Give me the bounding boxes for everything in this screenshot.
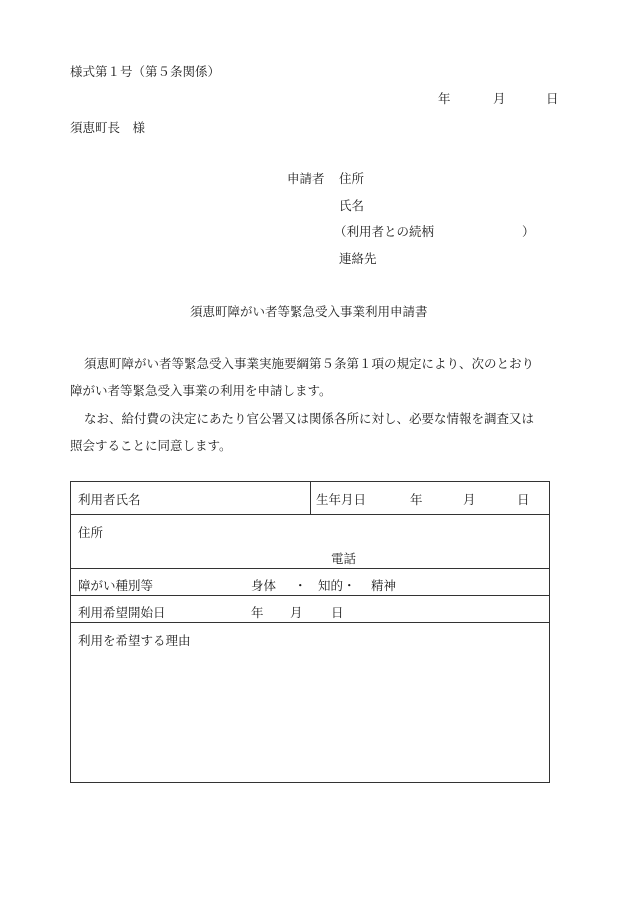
- applicant-contact-label: 連絡先: [339, 251, 377, 266]
- disability-type-label: 障がい種別等: [78, 578, 154, 593]
- birth-year-label: 年: [410, 492, 423, 507]
- start-month-label: 月: [290, 605, 303, 620]
- table-rule: [71, 595, 549, 596]
- table-rule: [71, 622, 549, 623]
- document-title: 須恵町障がい者等緊急受入事業利用申請書: [190, 304, 428, 319]
- birth-month-label: 月: [463, 492, 476, 507]
- address-label: 住所: [78, 525, 104, 540]
- applicant-address-label: 住所: [339, 171, 365, 186]
- reason-label: 利用を希望する理由: [78, 633, 191, 648]
- applicant-relation-close: ）: [522, 224, 535, 239]
- body-line-3: なお、給付費の決定にあたり官公署又は関係各所に対し、必要な情報を調査又は: [84, 411, 535, 426]
- birthdate-label: 生年月日: [316, 492, 367, 507]
- applicant-relation-label: （利用者との続柄: [334, 224, 435, 239]
- table-rule: [71, 568, 549, 569]
- application-table: [70, 481, 550, 783]
- body-line-1: 須恵町障がい者等緊急受入事業実施要綱第５条第１項の規定により、次のとおり: [84, 356, 535, 371]
- date-year: 年: [438, 91, 451, 106]
- option-separator: ・: [294, 578, 307, 593]
- user-name-label: 利用者氏名: [78, 492, 141, 507]
- birth-day-label: 日: [517, 492, 530, 507]
- disability-mental-option: 精神: [371, 578, 397, 593]
- phone-label: 電話: [331, 551, 357, 566]
- recipient: 須恵町長 様: [70, 120, 146, 135]
- start-date-label: 利用希望開始日: [78, 605, 166, 620]
- body-line-4: 照会することに同意します。: [70, 438, 232, 453]
- disability-intellectual-option: 知的・: [318, 578, 356, 593]
- body-line-2: 障がい者等緊急受入事業の利用を申請します。: [70, 383, 332, 398]
- start-year-label: 年: [251, 605, 264, 620]
- date-day: 日: [546, 91, 559, 106]
- form-number: 様式第１号（第５条関係）: [70, 64, 221, 79]
- applicant-label: 申請者: [287, 171, 325, 186]
- date-month: 月: [493, 91, 506, 106]
- table-col-divider: [310, 482, 311, 514]
- start-day-label: 日: [331, 605, 344, 620]
- disability-physical-option: 身体: [251, 578, 277, 593]
- applicant-name-label: 氏名: [339, 198, 365, 213]
- table-rule: [71, 514, 549, 515]
